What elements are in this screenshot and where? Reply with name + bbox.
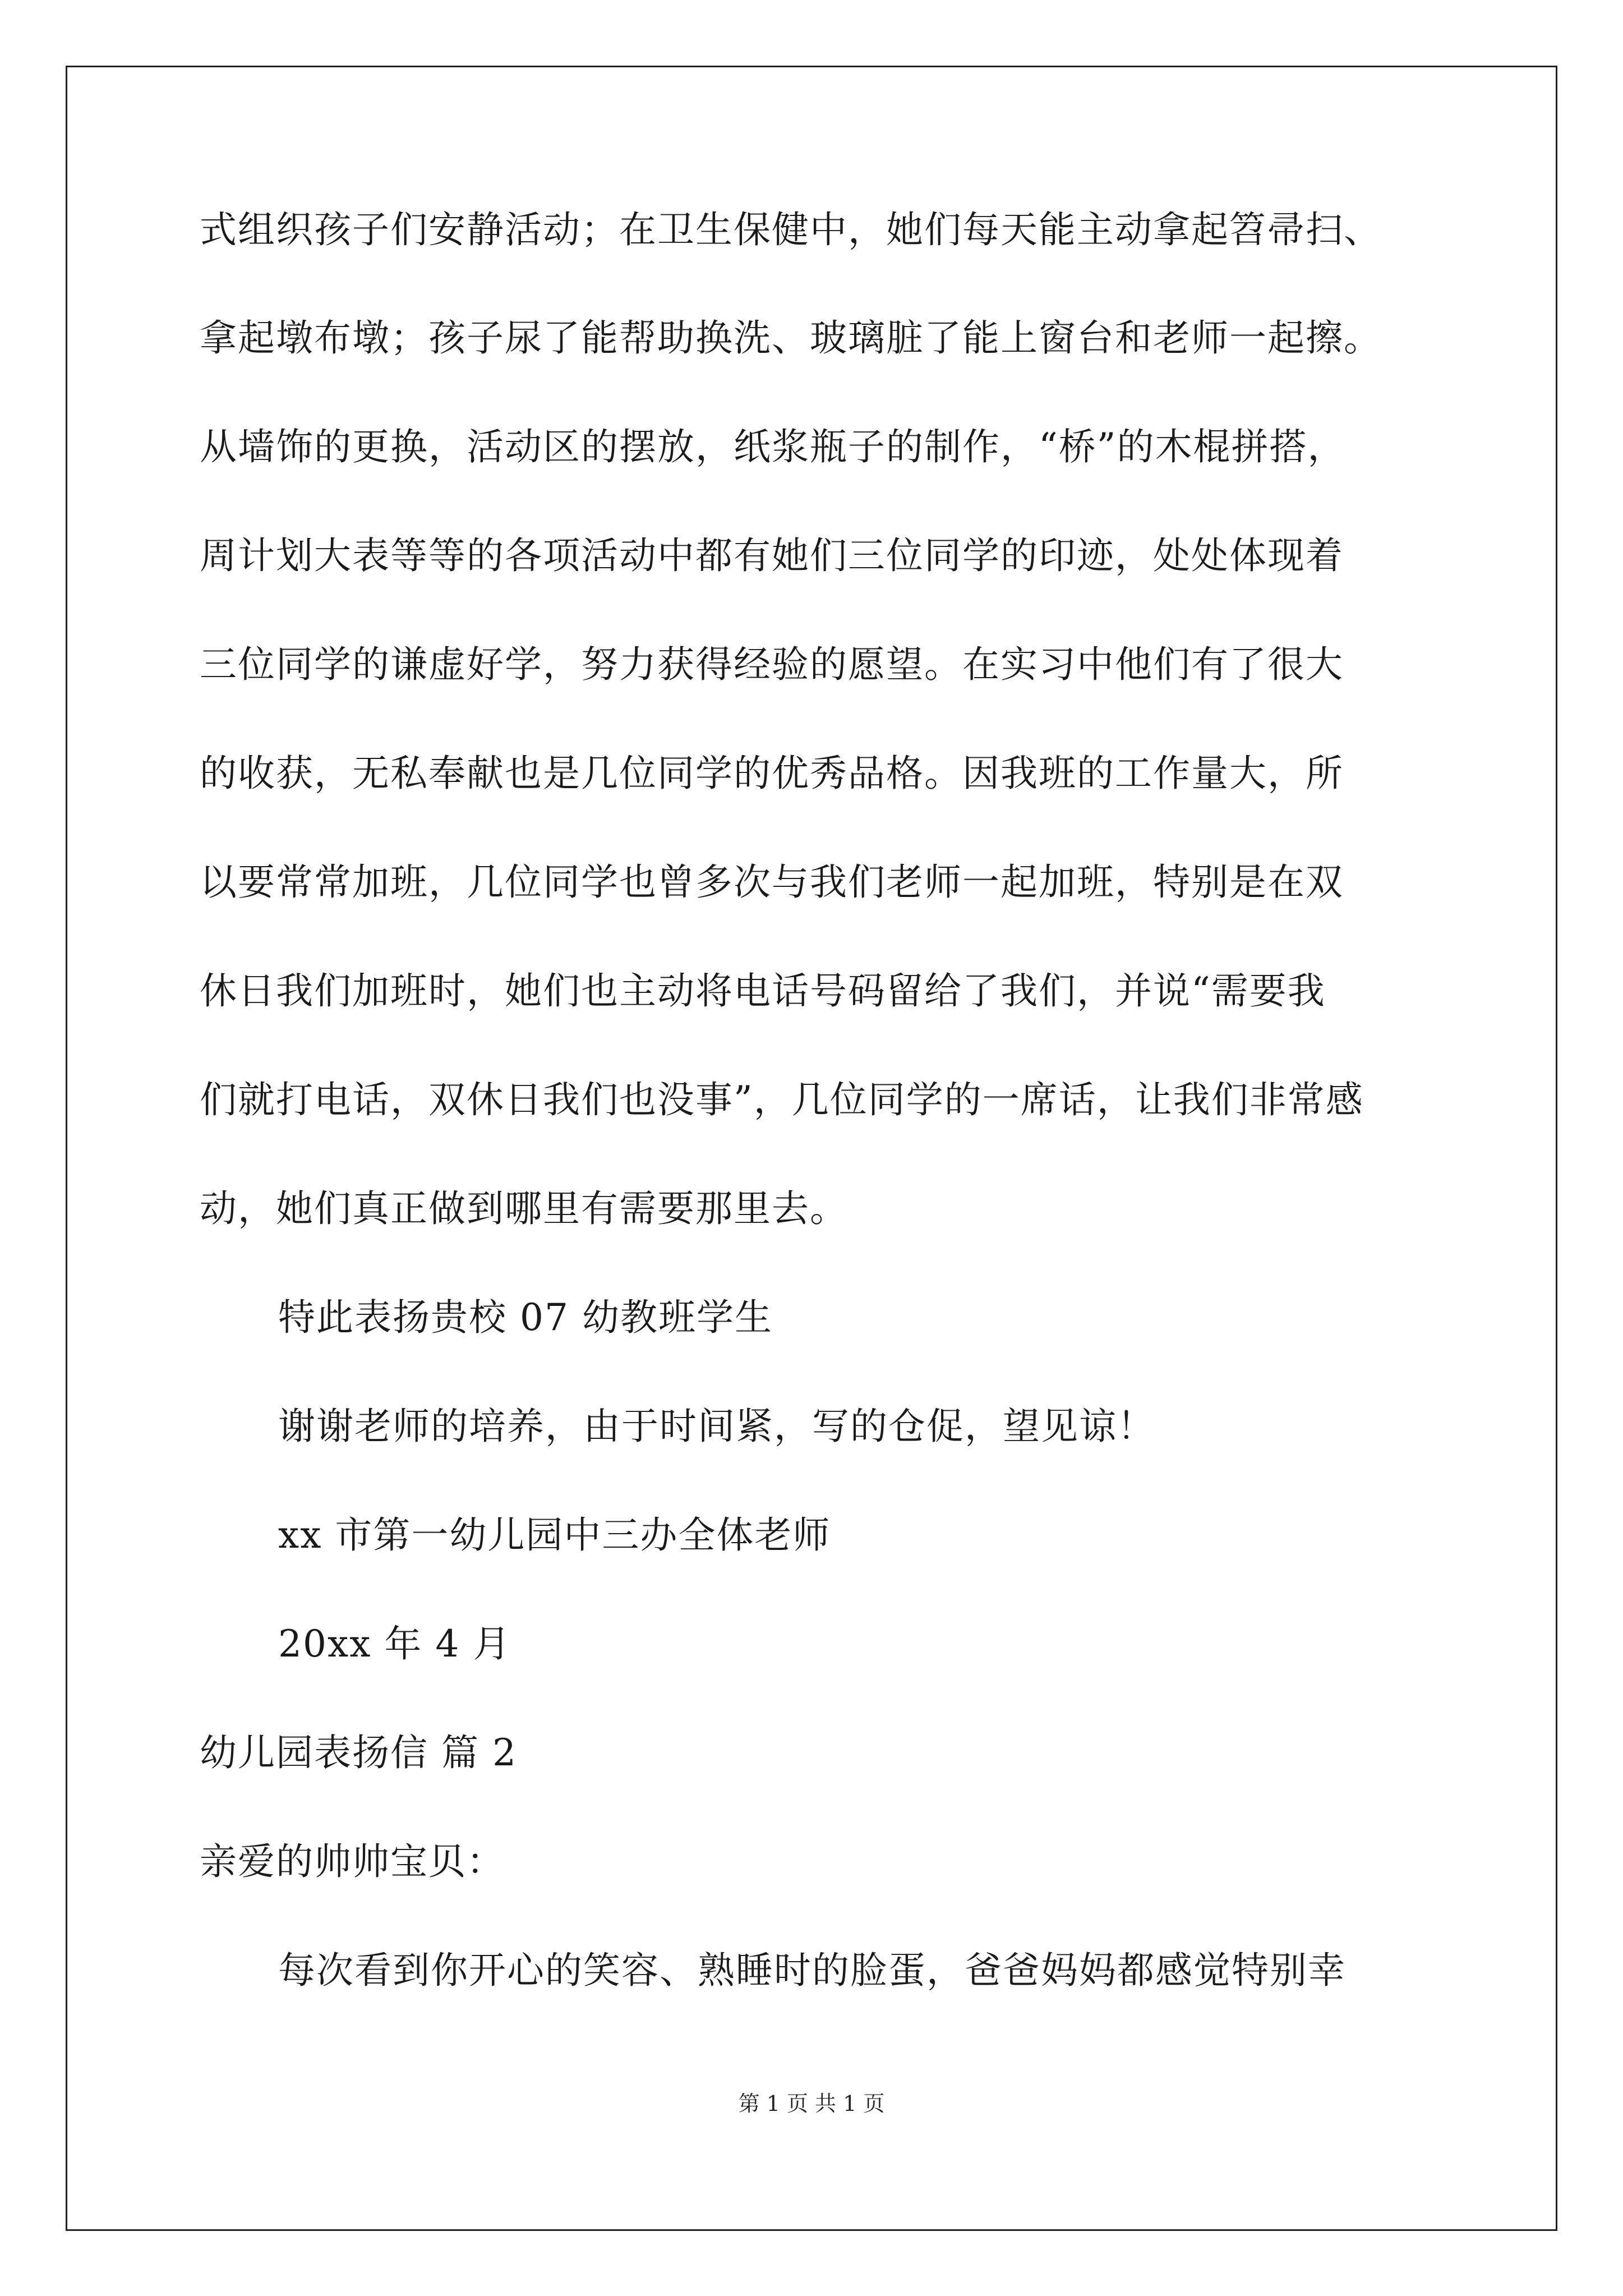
- section-heading: 幼儿园表扬信 篇 2: [200, 1731, 517, 1774]
- body-line-3: 从墙饰的更换，活动区的摆放，纸浆瓶子的制作，“桥”的木棍拼搭，: [200, 425, 1346, 468]
- body-line-8: 休日我们加班时，她们也主动将电话号码留给了我们，并说“需要我: [200, 969, 1326, 1013]
- body-line-2: 拿起墩布墩；孩子尿了能帮助换洗、玻璃脏了能上窗台和老师一起擦。: [200, 316, 1382, 360]
- body-line-7: 以要常常加班，几位同学也曾多次与我们老师一起加班，特别是在双: [200, 861, 1344, 904]
- body-line-9: 们就打电话，双休日我们也没事”，几位同学的一席话，让我们非常感: [200, 1078, 1364, 1121]
- body-line-4: 周计划大表等等的各项活动中都有她们三位同学的印迹，处处体现着: [200, 534, 1344, 577]
- page-border: [66, 66, 1557, 2231]
- date-line: 20xx 年 4 月: [278, 1622, 511, 1665]
- page-footer: 第 1 页 共 1 页: [738, 2091, 885, 2116]
- body-line-1: 式组织孩子们安静活动；在卫生保健中，她们每天能主动拿起笤帚扫、: [200, 208, 1382, 251]
- body-line-5: 三位同学的谦虚好学，努力获得经验的愿望。在实习中他们有了很大: [200, 643, 1344, 686]
- thanks-line: 谢谢老师的培养，由于时间紧，写的仓促，望见谅！: [278, 1405, 1155, 1448]
- salutation-line: 亲爱的帅帅宝贝：: [200, 1840, 505, 1883]
- body-line-10: 动，她们真正做到哪里有需要那里去。: [200, 1187, 848, 1230]
- body-line-6: 的收获，无私奉献也是几位同学的优秀品格。因我班的工作量大，所: [200, 752, 1344, 795]
- commendation-line: 特此表扬贵校 07 幼教班学生: [278, 1296, 773, 1339]
- letter-body-line: 每次看到你开心的笑容、熟睡时的脸蛋，爸爸妈妈都感觉特别幸: [278, 1949, 1346, 1992]
- signature-line: xx 市第一幼儿园中三办全体老师: [278, 1513, 831, 1557]
